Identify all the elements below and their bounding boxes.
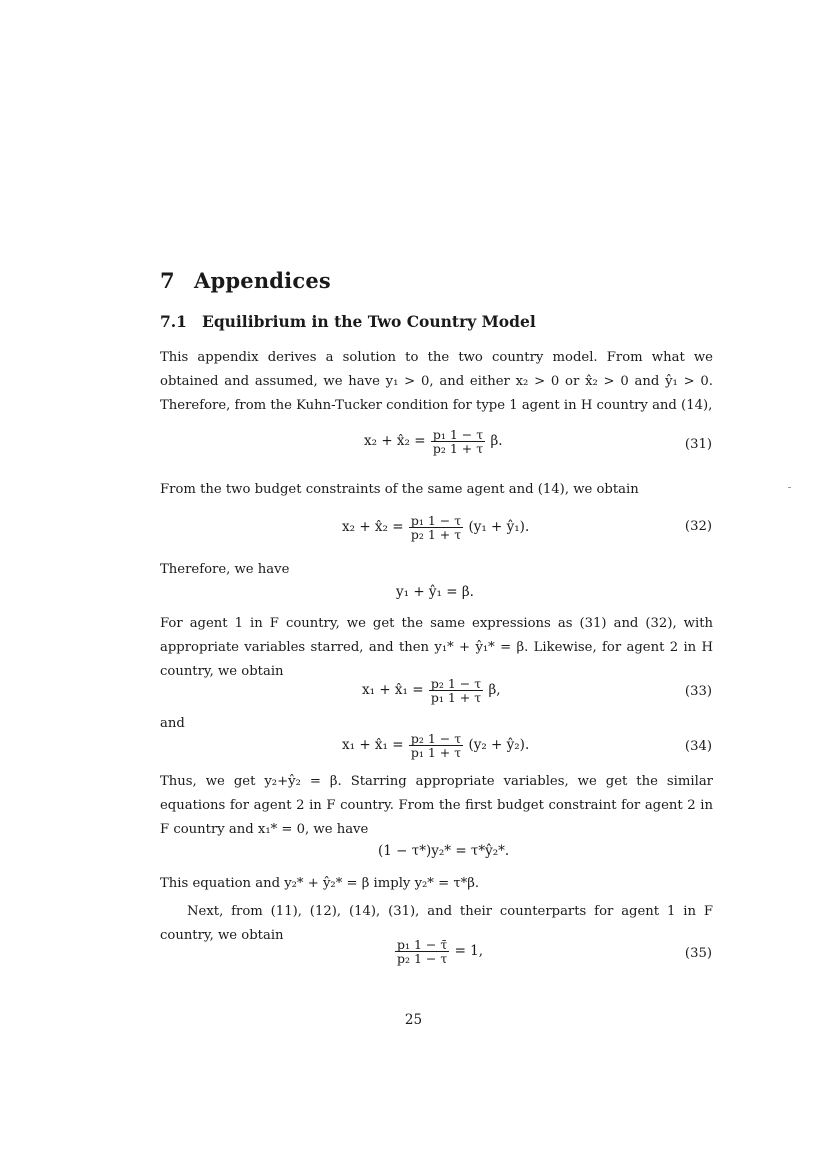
subsection-title: Equilibrium in the Two Country Model [202, 312, 536, 331]
equation-34-rhs: (y₂ + ŷ₂). [468, 737, 530, 754]
equation-33-rhs: β, [488, 682, 501, 699]
equation-32-fraction [409, 514, 463, 541]
equation-sum-y1: y₁ + ŷ₁ = β. [396, 584, 474, 600]
equation-35-numerator: p₁ 1 − τ̄ [397, 937, 448, 952]
page-number: 25 [404, 1012, 423, 1028]
equation-33 [362, 677, 501, 704]
paragraph-imply: This equation and y₂* + ŷ₂* = β imply y₂* = τ*β. [160, 876, 480, 891]
equation-31-numerator: p₁ 1 − τ [432, 427, 484, 442]
equation-31-label: (31) [684, 437, 712, 452]
equation-35-rhs: = 1, [454, 943, 484, 960]
equation-31-fraction [431, 428, 485, 455]
subsection-number: 7.1 [160, 312, 187, 331]
equation-32-rhs: (y₁ + ŷ₁). [468, 519, 530, 536]
equation-32-label: (32) [684, 519, 712, 534]
equation-33-fraction [429, 677, 483, 704]
equation-34-lhs: x₁ + x̂₁ = [342, 737, 404, 754]
scan-artifact [788, 487, 791, 488]
equation-32-numerator: p₁ 1 − τ [410, 513, 462, 528]
equation-35-label: (35) [684, 946, 712, 961]
equation-31-denominator: p₂ 1 + τ [432, 441, 484, 457]
equation-tau-star: (1 − τ*)y₂* = τ*ŷ₂*. [378, 843, 510, 859]
equation-31-rhs: β. [490, 433, 503, 450]
paragraph-therefore: Therefore, we have [160, 562, 290, 577]
equation-32 [342, 514, 529, 541]
subsection-heading [160, 312, 536, 331]
equation-31 [364, 428, 503, 455]
paragraph-thus: Thus, we get y₂+ŷ₂ = β. Starring appropriate variables, we get the similar equations for agent 2 in F country. From the first budget constraint for agent 2 in F country and x₁* = 0, we have [160, 774, 713, 837]
equation-34-numerator: p₂ 1 − τ [410, 731, 462, 746]
equation-35-fraction [395, 938, 449, 965]
equation-31-lhs: x₂ + x̂₂ = [364, 433, 426, 450]
section-title: Appendices [194, 268, 331, 293]
equation-34 [342, 732, 529, 759]
equation-33-label: (33) [684, 684, 712, 699]
equation-32-denominator: p₂ 1 + τ [410, 527, 462, 543]
paragraph-budget: From the two budget constraints of the same agent and (14), we obtain [160, 482, 639, 497]
paragraph-intro: This appendix derives a solution to the two country model. From what we obtained and assumed, we have y₁ > 0, and either x₂ > 0 or x̂₂ > 0 and ŷ₁ > 0. Therefore, from the Kuhn-Tucker condition for type 1 agent in H country and (14), [160, 350, 713, 413]
equation-33-numerator: p₂ 1 − τ [430, 676, 482, 691]
equation-34-fraction [409, 732, 463, 759]
section-heading [160, 268, 331, 293]
paragraph-next: Next, from (11), (12), (14), (31), and their counterparts for agent 1 in F country, we obtain [160, 904, 713, 943]
paragraph-agent1-foreign: For agent 1 in F country, we get the same expressions as (31) and (32), with appropriate variables starred, and then y₁* + ŷ₁* = β. Likewise, for agent 2 in H country, we obtain [160, 616, 713, 679]
equation-34-denominator: p₁ 1 + τ [410, 745, 462, 761]
equation-33-denominator: p₁ 1 + τ [430, 690, 482, 706]
equation-35-denominator: p₂ 1 − τ [397, 951, 448, 967]
equation-34-label: (34) [684, 739, 712, 754]
equation-32-lhs: x₂ + x̂₂ = [342, 519, 404, 536]
section-number: 7 [160, 268, 175, 293]
equation-33-lhs: x₁ + x̂₁ = [362, 682, 424, 699]
paragraph-and: and [160, 716, 185, 731]
equation-35 [394, 938, 483, 965]
